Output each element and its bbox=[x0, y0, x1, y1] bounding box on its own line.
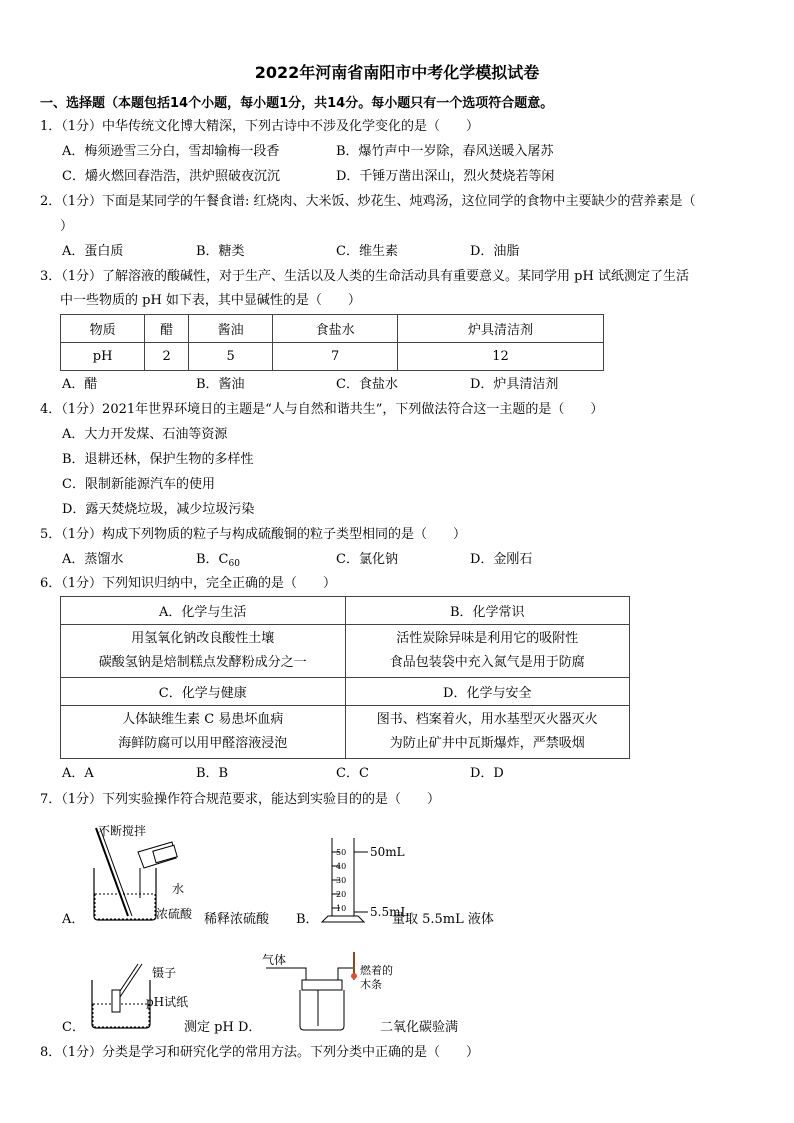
table-cell: C．化学与健康 bbox=[61, 678, 346, 706]
q3-option-d: D．炉具清洁剂 bbox=[470, 377, 559, 392]
flame-icon bbox=[351, 973, 357, 979]
glass-rod-edge bbox=[100, 828, 132, 916]
table-cell: 酱油 bbox=[188, 315, 272, 343]
question-5-stem: 5．（1分）构成下列物质的粒子与构成硫酸铜的粒子类型相同的是（ ） bbox=[40, 527, 467, 542]
table-cell: A．化学与生活 bbox=[61, 597, 346, 625]
cylinder-base bbox=[322, 916, 364, 922]
q7-option-d-letter: D． bbox=[238, 1020, 262, 1035]
question-1-stem: 1．（1分）中华传统文化博大精深，下列古诗中不涉及化学变化的是（ ） bbox=[40, 119, 480, 134]
q3-option-c: C．食盐水 bbox=[336, 377, 398, 392]
table-cell bbox=[345, 625, 630, 678]
label-5-5ml: 5.5mL bbox=[370, 905, 409, 919]
q4-option-a: A．大力开发煤、石油等资源 bbox=[62, 427, 228, 442]
label-acid: 浓硫酸 bbox=[156, 907, 193, 921]
label-ph-paper: pH试纸 bbox=[146, 995, 189, 1009]
table-cell: 7 bbox=[273, 343, 398, 371]
cell-line: 用氢氧化钠改良酸性土壤 bbox=[131, 631, 275, 646]
table-cell: 2 bbox=[145, 343, 189, 371]
table-row bbox=[61, 678, 630, 706]
label-water: 水 bbox=[172, 882, 185, 896]
q3-option-a: A．醋 bbox=[62, 377, 98, 392]
tick-label: 50 bbox=[336, 848, 347, 857]
q7-option-d-caption: 二氧化碳验满 bbox=[380, 1020, 459, 1035]
ph-table bbox=[60, 314, 604, 371]
cell-line: 碳酸氢钠是焙制糕点发酵粉成分之一 bbox=[98, 655, 307, 670]
table-row bbox=[61, 706, 630, 759]
cell-line: 图书、档案着火，用水基型灭火器灭火 bbox=[376, 712, 598, 727]
cell-line: 为防止矿井中瓦斯爆炸，严禁吸烟 bbox=[389, 736, 585, 751]
q4-option-b: B．退耕还林，保护生物的多样性 bbox=[62, 452, 254, 467]
q7-option-a-caption: 稀释浓硫酸 bbox=[204, 912, 270, 927]
question-3-stem: 3．（1分）了解溶液的酸碱性，对于生产、生活以及人类的生命活动具有重要意义。某同学用 pH 试纸测定了生活 bbox=[40, 269, 689, 284]
tick-label: 10 bbox=[336, 904, 347, 913]
q6-option-c: C．C bbox=[336, 766, 369, 781]
label-50ml: 50mL bbox=[370, 845, 405, 859]
q3-option-b: B．酱油 bbox=[196, 377, 245, 392]
knowledge-table bbox=[60, 596, 630, 759]
table-cell: B．化学常识 bbox=[345, 597, 630, 625]
q5-option-b-subscript: 60 bbox=[228, 559, 240, 569]
ph-table-value-row bbox=[61, 343, 604, 371]
ph-paper bbox=[112, 990, 120, 1012]
glass-rod bbox=[96, 828, 128, 916]
q4-option-c: C．限制新能源汽车的使用 bbox=[62, 477, 215, 492]
q7-option-c-letter: C． bbox=[62, 1020, 85, 1035]
q7-option-c-caption: 测定 pH bbox=[184, 1020, 234, 1035]
gas-bottle bbox=[300, 990, 344, 1030]
q6-option-a: A．A bbox=[62, 766, 94, 781]
label-stir: 不断搅拌 bbox=[98, 824, 147, 838]
table-cell bbox=[61, 706, 346, 759]
q5-option-a: A．蒸馏水 bbox=[62, 552, 124, 567]
table-row bbox=[61, 597, 630, 625]
cell-line: 活性炭除异味是利用它的吸附性 bbox=[396, 631, 579, 646]
q1-option-d: D．千锤万凿出深山，烈火焚烧若等闲 bbox=[336, 169, 555, 184]
q2-option-c: C．维生素 bbox=[336, 244, 398, 259]
label-burning-stick-2: 木条 bbox=[360, 978, 382, 991]
q1-option-b: B．爆竹声中一岁除，春风送暖入屠苏 bbox=[336, 144, 554, 159]
stopper bbox=[302, 980, 342, 990]
cell-line: 人体缺维生素 C 易患坏血病 bbox=[122, 712, 284, 727]
label-gas: 气体 bbox=[262, 953, 287, 967]
q1-option-c: C．爝火燃回春浩浩，洪炉照破夜沉沉 bbox=[62, 169, 280, 184]
table-cell: 炉具清洁剂 bbox=[398, 315, 604, 343]
table-row bbox=[61, 625, 630, 678]
q6-option-d: D．D bbox=[470, 766, 504, 781]
table-cell: 12 bbox=[398, 343, 604, 371]
table-cell: 食盐水 bbox=[273, 315, 398, 343]
q1-option-a: A．梅须逊雪三分白，雪却输梅一段香 bbox=[62, 144, 280, 159]
question-8-stem: 8．（1分）分类是学习和研究化学的常用方法。下列分类中正确的是（ ） bbox=[40, 1045, 480, 1060]
label-tweezers: 镊子 bbox=[152, 966, 177, 980]
inlet-tube bbox=[266, 968, 306, 988]
q2-option-a: A．蛋白质 bbox=[62, 244, 124, 259]
section-heading: 一、选择题（本题包括14个小题，每小题1分，共14分。每小题只有一个选项符合题意。 bbox=[40, 96, 554, 111]
beaker-liquid bbox=[93, 1004, 149, 1027]
tick-label: 20 bbox=[336, 890, 347, 899]
tweezers-arm bbox=[118, 964, 142, 1000]
question-2-stem-cont: ） bbox=[60, 219, 74, 234]
outlet-tube bbox=[318, 968, 354, 1026]
q2-option-b: B．糖类 bbox=[196, 244, 245, 259]
q5-option-c: C．氯化钠 bbox=[336, 552, 398, 567]
question-2-stem: 2．（1分）下面是某同学的午餐食谱: 红烧肉、大米饭、炒花生、炖鸡汤，这位同学的食物中主要缺少的营养素是（ bbox=[40, 194, 696, 209]
cell-line: 食品包装袋中充入氮气是用于防腐 bbox=[389, 655, 585, 670]
label-burning-stick-1: 燃着的 bbox=[360, 964, 393, 977]
table-cell: D．化学与安全 bbox=[345, 678, 630, 706]
cell-line: 海鲜防腐可以用甲醛溶液浸泡 bbox=[118, 736, 288, 751]
q4-option-d: D．露天焚烧垃圾，减少垃圾污染 bbox=[62, 502, 255, 517]
table-cell: pH bbox=[61, 343, 145, 371]
q2-option-d: D．油脂 bbox=[470, 244, 520, 259]
ph-table-header-row bbox=[61, 315, 604, 343]
table-cell: 5 bbox=[188, 343, 272, 371]
q7-option-a-letter: A． bbox=[62, 912, 85, 927]
tick-label: 40 bbox=[336, 862, 347, 871]
cylinder-tick-labels bbox=[336, 846, 346, 916]
q5-option-b-text: B．C bbox=[196, 552, 229, 567]
q5-option-d: D．金刚石 bbox=[470, 552, 533, 567]
page-title: 2022年河南省南阳市中考化学模拟试卷 bbox=[254, 63, 540, 82]
q7-option-b-caption: 量取 5.5mL 液体 bbox=[392, 912, 494, 927]
table-cell bbox=[345, 706, 630, 759]
tick-label: 30 bbox=[336, 876, 347, 885]
question-3-stem-cont: 中一些物质的 pH 如下表，其中显碱性的是（ ） bbox=[60, 293, 361, 308]
table-cell: 物质 bbox=[61, 315, 145, 343]
q5-option-b bbox=[196, 550, 240, 574]
question-4-stem: 4．（1分）2021年世界环境日的主题是“人与自然和谐共生”，下列做法符合这一主题的是（ ） bbox=[40, 402, 604, 417]
table-cell: 醋 bbox=[145, 315, 189, 343]
question-6-stem: 6．（1分）下列知识归纳中，完全正确的是（ ） bbox=[40, 576, 337, 591]
q7-option-b-letter: B． bbox=[296, 912, 319, 927]
q6-option-b: B．B bbox=[196, 766, 229, 781]
table-cell bbox=[61, 625, 346, 678]
question-7-stem: 7．（1分）下列实验操作符合规范要求，能达到实验目的的是（ ） bbox=[40, 792, 441, 807]
